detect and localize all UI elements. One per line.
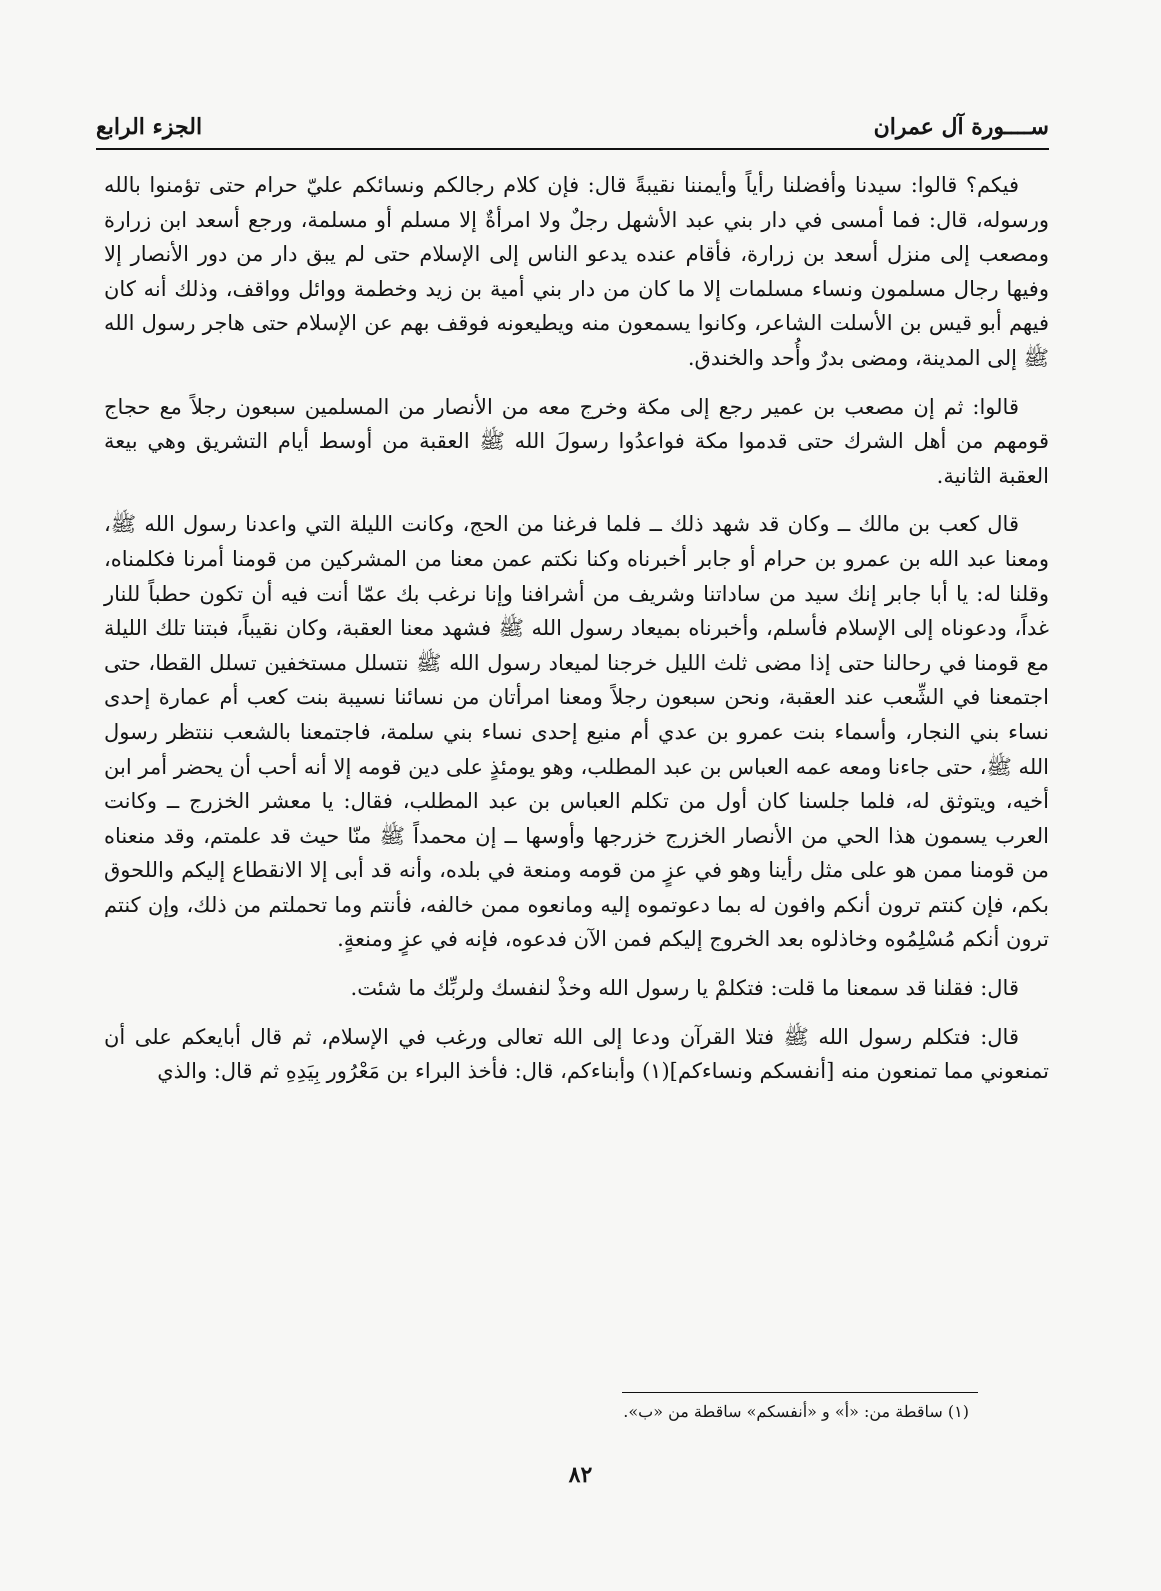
footnote-rule xyxy=(622,1392,978,1393)
paragraph-5: قال: فتكلم رسول الله ﷺ فتلا القرآن ودعا إلى الله تعالى ورغب في الإسلام، ثم قال أبايعكم على أن تمنعوني مما تمنعون منه [أنفسكم ونساءكم](١) وأبناءكم، قال: فأخذ البراء بن مَعْرُور بِيَدِهِ ثم قال: والذي xyxy=(104,1024,1049,1084)
paragraph-4: قال: فقلنا قد سمعنا ما قلت: فتكلمْ يا رسول الله وخذْ لنفسك ولربِّك ما شئت. xyxy=(350,976,1019,1001)
page-header xyxy=(96,104,1049,140)
header-rule xyxy=(96,148,1049,150)
footnote: (١) ساقطة من: «أ» و «أنفسكم» ساقطة من «ب». xyxy=(623,1402,969,1421)
main-text xyxy=(104,168,1049,1089)
surah-title: ســــورة آل عمران xyxy=(873,114,1049,140)
paragraph-2: قالوا: ثم إن مصعب بن عمير رجع إلى مكة وخرج معه من الأنصار من المسلمين سبعون رجلاً مع حجاج قومهم من أهل الشرك حتى قدموا مكة فواعدُوا رسولَ الله ﷺ العقبة من أوسط أيام التشريق وهي بيعة العقبة الثانية. xyxy=(104,394,1049,488)
page-number: ٨٢ xyxy=(568,1462,593,1488)
paragraph-3: قال كعب بن مالك ــ وكان قد شهد ذلك ــ فلما فرغنا من الحج، وكانت الليلة التي واعدنا رسول الله ﷺ، ومعنا عبد الله بن عمرو بن حرام أو جابر أخبرناه وكنا نكتم عمن معنا من المشركين من قومنا أمرنا فكلمناه، وقلنا له: يا أبا جابر إنك سيد من ساداتنا وشريف من أشرافنا وإنا نرغب بك عمّا أنت فيه أن تكون حطباً للنار غداً، ودعوناه إلى الإسلام فأسلم، وأخبرناه بميعاد رسول الله ﷺ فشهد معنا العقبة، وكان نقيباً، فبتنا تلك الليلة مع قومنا في رحالنا حتى إذا مضى ثلث الليل خرجنا لميعاد رسول الله ﷺ نتسلل مستخفين تسلل القطا، حتى اجتمعنا في الشِّعب عند العقبة، ونحن سبعون رجلاً ومعنا امرأتان من نسائنا نسيبة بنت كعب أم عمارة إحدى نساء بني النجار، وأسماء بنت عمرو بن عدي أم منيع إحدى نساء بني سلمة، فاجتمعنا بالشعب ننتظر رسول الله ﷺ، حتى جاءنا ومعه عمه العباس بن عبد المطلب، وهو يومئذٍ على دين قومه إلا أنه أحب أن يحضر أمر ابن أخيه، ويتوثق له، فلما جلسنا كان أول من تكلم العباس بن عبد المطلب، فقال: يا معشر الخزرج ــ وكانت العرب يسمون هذا الحي من الأنصار الخزرج خزرجها وأوسها ــ إن محمداً ﷺ منّا حيث قد علمتم، وقد منعناه من قومنا ممن هو على مثل رأينا وهو في عزٍ من قومه ومنعة في بلده، وأنه قد أبى إلا الانقطاع إليكم واللحوق بكم، فإن كنتم ترون أنكم وافون له بما دعوتموه إليه ومانعوه ممن خالفه، فأنتم وما تحملتم من ذلك، وإن كنتم ترون أنكم مُسْلِمُوه وخاذلوه بعد الخروج إليكم فمن الآن فدعوه، فإنه في عزٍ ومنعةٍ. xyxy=(104,512,1049,952)
part-label: الجزء الرابع xyxy=(96,114,203,140)
paragraph-1: فيكم؟ قالوا: سيدنا وأفضلنا رأياً وأيمننا نقيبةً قال: فإن كلام رجالكم ونسائكم عليّ حرام حتى تؤمنوا بالله ورسوله، قال: فما أمسى في دار بني عبد الأشهل رجلٌ ولا امرأةٌ إلا مسلم أو مسلمة، ورجع أسعد ابن زرارة ومصعب إلى منزل أسعد بن زرارة، فأقام عنده يدعو الناس إلى الإسلام حتى لم يبق دار من دور الأنصار إلا وفيها رجال مسلمون ونساء مسلمات إلا ما كان من دار بني أمية بن زيد وخطمة ووائل وواقف، وذلك أنه كان فيهم أبو قيس بن الأسلت الشاعر، وكانوا يسمعون منه ويطيعونه فوقف بهم عن الإسلام حتى هاجر رسول الله ﷺ إلى المدينة، ومضى بدرٌ وأُحد والخندق. xyxy=(104,173,1049,370)
